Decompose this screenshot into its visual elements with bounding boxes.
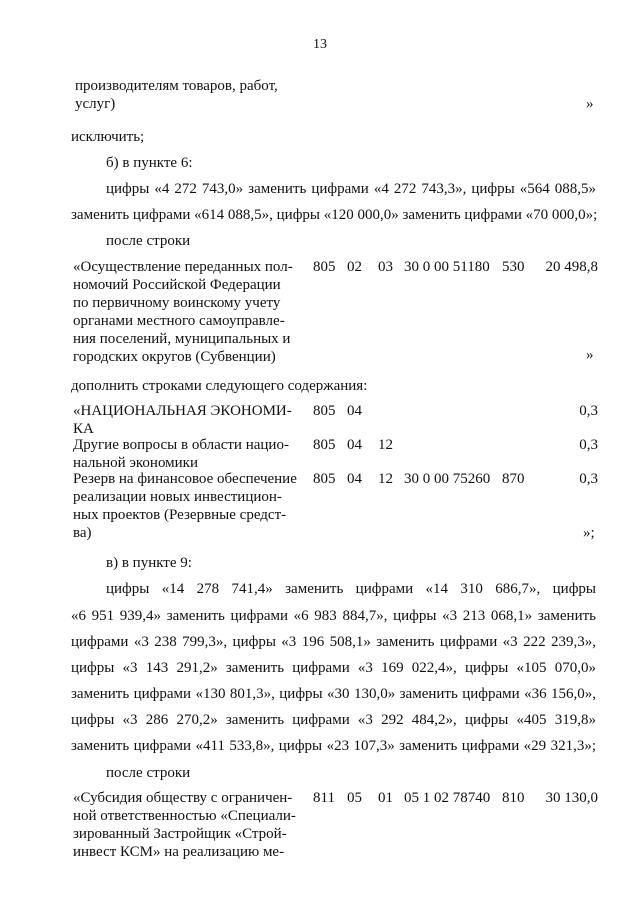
amount: 0,3 [579, 403, 598, 419]
expense-type-code: 530 [502, 259, 525, 275]
desc-line: ной ответственностью «Специали- [73, 808, 296, 824]
section-code: 04 [347, 437, 362, 453]
desc-line: ния поселений, муниципальных и [73, 331, 291, 347]
row-description [73, 402, 303, 438]
row-description [73, 470, 303, 542]
page-number: 13 [313, 37, 327, 52]
fragment-close-quote: » [586, 96, 594, 112]
amount: 0,3 [579, 471, 598, 487]
target-article-code: 30 0 00 75260 [404, 471, 491, 487]
ministry-code: 805 [313, 437, 336, 453]
item-v-line-5: заменить цифрами «130 801,3», цифры «30 130,0» заменить цифрами «36 156,0», [71, 686, 596, 702]
ministry-code: 811 [313, 790, 335, 806]
section-code: 05 [347, 790, 362, 806]
amount: 0,3 [579, 437, 598, 453]
desc-line: реализации новых инвестицион- [73, 489, 282, 505]
item-v-line-4: цифры «3 143 291,2» заменить цифрами «3 169 022,4», цифры «105 070,0» [71, 660, 596, 676]
item-b-heading: б) в пункте 6: [106, 155, 193, 171]
exclude-text: исключить; [71, 129, 145, 145]
item-b-line-1: цифры «4 272 743,0» заменить цифрами «4 272 743,3», цифры «564 088,5» [106, 181, 596, 197]
expense-type-code: 810 [502, 790, 525, 806]
item-v-heading: в) в пункте 9: [106, 555, 192, 571]
item-v-line-1: цифры «14 278 741,4» заменить цифрами «14 310 686,7», цифры [106, 581, 596, 597]
desc-line: ных проектов (Резервные средст- [73, 507, 287, 523]
row-description [73, 436, 303, 472]
section-code: 04 [347, 471, 362, 487]
desc-line: Резерв на финансовое обеспечение [73, 471, 297, 487]
table-row [0, 258, 640, 368]
subsection-code: 03 [378, 259, 393, 275]
desc-line: по первичному воинскому учету [73, 295, 281, 311]
target-article-code: 05 1 02 78740 [404, 790, 491, 806]
desc-line: зированный Застройщик «Строй- [73, 826, 287, 842]
table-row [0, 402, 640, 438]
table-row [0, 470, 640, 544]
row-description [73, 258, 303, 366]
after-row-label-1: после строки [106, 233, 191, 249]
amount: 20 498,8 [545, 259, 598, 275]
desc-line: номочий Российской Федерации [73, 277, 281, 293]
table-row [0, 789, 640, 863]
desc-line: «Субсидия обществу с ограничен- [73, 790, 293, 806]
section-code: 04 [347, 403, 362, 419]
section-code: 02 [347, 259, 362, 275]
after-row-label-2: после строки [106, 765, 191, 781]
desc-line: «Осуществление переданных пол- [73, 259, 293, 275]
item-v-line-6: цифры «3 286 270,2» заменить цифрами «3 292 484,2», цифры «405 319,8» [71, 712, 596, 728]
desc-line: органами местного самоуправле- [73, 313, 285, 329]
desc-line: КА [73, 421, 94, 437]
desc-line: инвест КСМ» на реализацию ме- [73, 844, 285, 860]
ministry-code: 805 [313, 471, 336, 487]
desc-line: городских округов (Субвенции) [73, 349, 276, 365]
table-row [0, 436, 640, 472]
rows-close-quote: »; [583, 525, 595, 541]
desc-line: «НАЦИОНАЛЬНАЯ ЭКОНОМИ- [73, 403, 292, 419]
item-b-line-2: заменить цифрами «614 088,5», цифры «120 000,0» заменить цифрами «70 000,0»; [71, 207, 598, 223]
ministry-code: 805 [313, 403, 336, 419]
subsection-code: 12 [378, 471, 393, 487]
item-v-line-7: заменить цифрами «411 533,8», цифры «23 107,3» заменить цифрами «29 321,3»; [71, 738, 596, 754]
desc-line: ва) [73, 525, 92, 541]
fragment-line-1: производителям товаров, работ, [75, 78, 278, 94]
desc-line: нальной экономики [73, 455, 198, 471]
expense-type-code: 870 [502, 471, 525, 487]
row-description [73, 789, 303, 861]
target-article-code: 30 0 00 51180 [404, 259, 490, 275]
ministry-code: 805 [313, 259, 336, 275]
desc-line: Другие вопросы в области нацио- [73, 437, 289, 453]
subsection-code: 12 [378, 437, 393, 453]
item-v-line-3: цифрами «3 238 799,3», цифры «3 196 508,1» заменить цифрами «3 222 239,3», [71, 634, 596, 650]
supplement-text: дополнить строками следующего содержания: [71, 378, 368, 394]
subsection-code: 01 [378, 790, 393, 806]
fragment-line-2: услуг) [75, 96, 116, 112]
row-close-quote: » [586, 347, 594, 363]
amount: 30 130,0 [545, 790, 598, 806]
item-v-line-2: «6 951 939,4» заменить цифрами «6 983 884,7», цифры «3 213 068,1» заменить [71, 608, 596, 624]
